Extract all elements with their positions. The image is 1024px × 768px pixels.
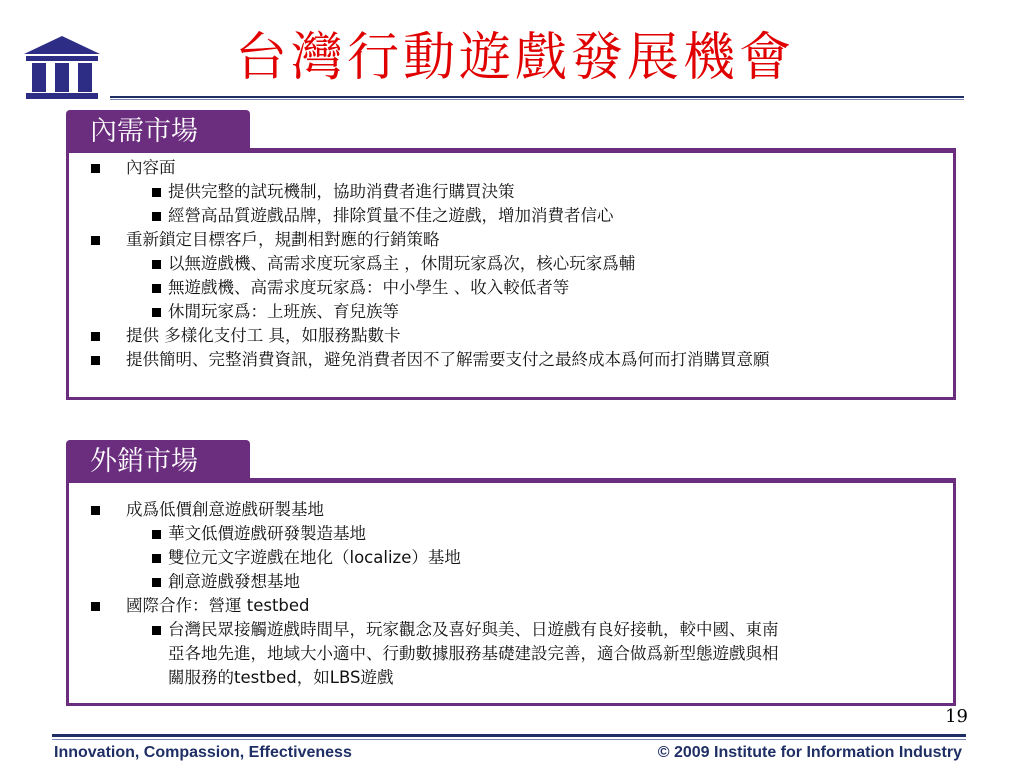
square-bullet-icon	[152, 626, 161, 635]
list-item: 提供簡明、完整消費資訊，避免消費者因不了解需要支付之最終成本爲何而打消購買意願	[126, 350, 770, 369]
list-item: 以無遊戲機、高需求度玩家爲主 ，休閒玩家爲次，核心玩家爲輔	[168, 254, 636, 273]
square-bullet-icon	[152, 530, 161, 539]
section-tab-domestic: 內需市場	[66, 110, 250, 154]
square-bullet-icon	[152, 554, 161, 563]
list-item-continued: 關服務的testbed，如LBS遊戲	[168, 668, 394, 687]
list-item: 重新鎖定目標客戶，規劃相對應的行銷策略	[126, 230, 440, 249]
page-number: 19	[945, 706, 968, 727]
square-bullet-icon	[91, 506, 100, 515]
list-item: 無遊戲機、高需求度玩家爲：中小學生 、收入較低者等	[168, 278, 570, 297]
list-item: 內容面	[126, 158, 176, 177]
list-item: 休閒玩家爲：上班族、育兒族等	[168, 302, 399, 321]
footer-copyright: © 2009 Institute for Information Industry	[657, 744, 962, 761]
square-bullet-icon	[152, 284, 161, 293]
list-item: 提供完整的試玩機制，協助消費者進行購買決策	[168, 182, 515, 201]
iii-building-logo-icon	[22, 34, 102, 100]
section-tab-export: 外銷市場	[66, 440, 250, 484]
list-item: 台灣民眾接觸遊戲時間早，玩家觀念及喜好與美、日遊戲有良好接軌，較中國、東南	[168, 620, 779, 639]
square-bullet-icon	[152, 188, 161, 197]
footer-rule-thin	[52, 739, 966, 740]
list-item-continued: 亞各地先進，地域大小適中、行動數據服務基礎建設完善，適合做爲新型態遊戲與相	[168, 644, 779, 663]
slide-title: 台灣行動遊戲發展機會	[234, 28, 795, 88]
square-bullet-icon	[91, 236, 100, 245]
square-bullet-icon	[91, 356, 100, 365]
footer-rule	[52, 734, 966, 737]
square-bullet-icon	[91, 332, 100, 341]
square-bullet-icon	[152, 260, 161, 269]
list-item: 華文低價遊戲研發製造基地	[168, 524, 366, 543]
square-bullet-icon	[91, 602, 100, 611]
list-item: 創意遊戲發想基地	[168, 572, 300, 591]
square-bullet-icon	[91, 164, 100, 173]
square-bullet-icon	[152, 578, 161, 587]
list-item: 國際合作：營運 testbed	[126, 596, 310, 615]
list-item: 成爲低價創意遊戲研製基地	[126, 500, 324, 519]
list-item: 經營高品質遊戲品牌，排除質量不佳之遊戲，增加消費者信心	[168, 206, 614, 225]
title-rule	[110, 96, 964, 98]
footer-tagline: Innovation, Compassion, Effectiveness	[54, 744, 352, 761]
title-rule-thin	[110, 99, 964, 100]
square-bullet-icon	[152, 308, 161, 317]
list-item: 提供 多樣化支付工 具，如服務點數卡	[126, 326, 401, 345]
list-item: 雙位元文字遊戲在地化（localize）基地	[168, 548, 461, 567]
square-bullet-icon	[152, 212, 161, 221]
